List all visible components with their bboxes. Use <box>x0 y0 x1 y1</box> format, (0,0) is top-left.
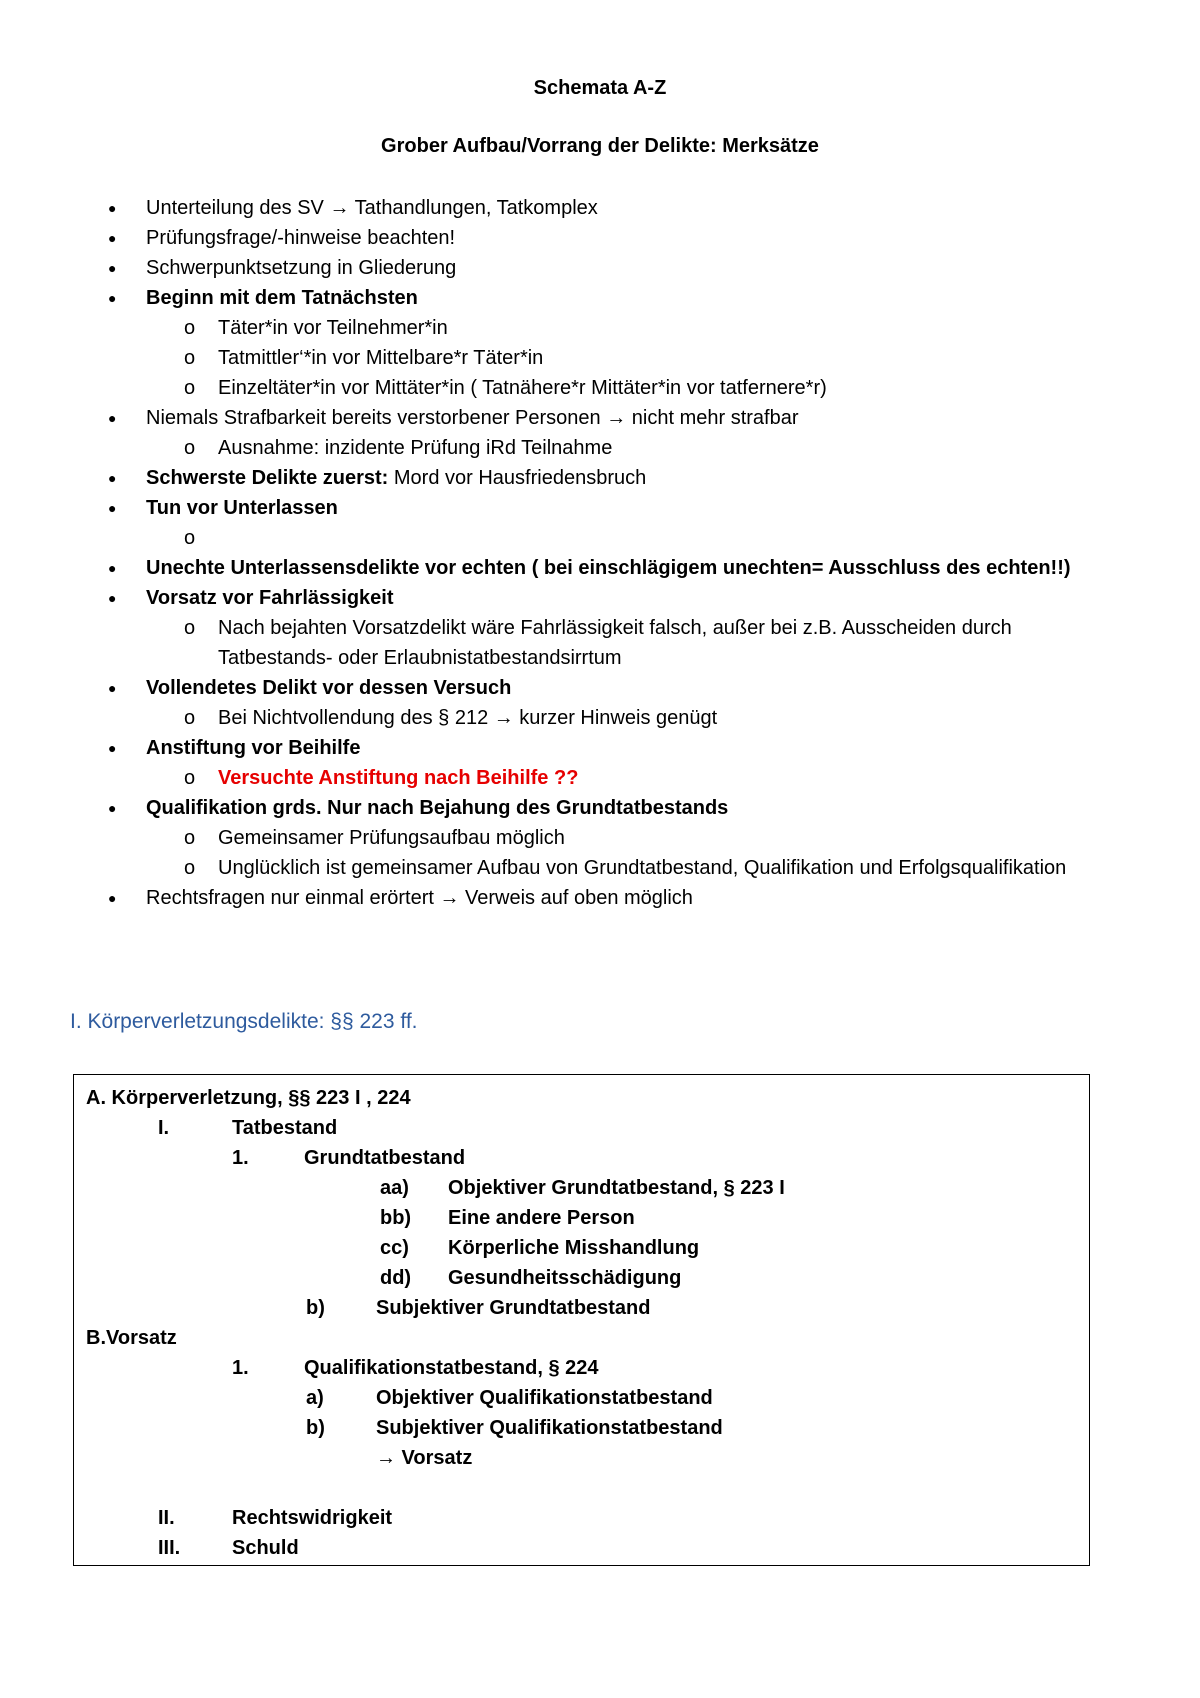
circle-bullet-icon: o <box>184 617 196 639</box>
list-item-text: Gemeinsamer Prüfungsaufbau möglich <box>218 827 565 849</box>
list-item-text: Qualifikation grds. Nur nach Bejahung des Grundtatbestands <box>146 797 729 819</box>
schema-label: Subjektiver Qualifikationstatbestand <box>376 1417 723 1439</box>
bullet-icon: ● <box>108 590 117 606</box>
schema-label: Objektiver Grundtatbestand, § 223 I <box>448 1177 785 1199</box>
list-item-text: Einzeltäter*in vor Mittäter*in ( Tatnähere*r Mittäter*in vor tatfernere*r) <box>218 377 827 399</box>
schema-label: Schuld <box>232 1537 299 1559</box>
schema-box <box>73 1074 1090 1566</box>
schema-num: aa) <box>380 1177 409 1199</box>
sub-list-item <box>0 523 1200 553</box>
list-item <box>0 673 1200 703</box>
schema-label: Objektiver Qualifikationstatbestand <box>376 1387 713 1409</box>
bullet-icon: ● <box>108 740 117 756</box>
bullet-icon: ● <box>108 410 117 426</box>
list-item <box>0 553 1200 583</box>
list-item-text: Versuchte Anstiftung nach Beihilfe ?? <box>218 767 579 789</box>
schema-num: I. <box>158 1117 170 1139</box>
merksaetze-list <box>0 193 1200 913</box>
list-item-text: Unglücklich ist gemeinsamer Aufbau von Grundtatbestand, Qualifikation und Erfolgsqualifikation <box>218 857 1067 879</box>
list-item-text: Vorsatz vor Fahrlässigkeit <box>146 587 394 609</box>
section-heading: I. Körperverletzungsdelikte: §§ 223 ff. <box>70 1010 418 1033</box>
circle-bullet-icon: o <box>184 707 196 729</box>
schema-label: Tatbestand <box>232 1117 338 1139</box>
schema-label: Subjektiver Grundtatbestand <box>376 1297 651 1319</box>
list-item <box>0 223 1200 253</box>
list-item-text <box>146 463 1200 493</box>
list-item-text: Unterteilung des SV → Tathandlungen, Tatkomplex <box>146 197 598 219</box>
circle-bullet-icon: o <box>184 827 196 849</box>
sub-list-item <box>0 763 1200 793</box>
schema-num: b) <box>306 1417 325 1439</box>
bullet-icon: ● <box>108 200 117 216</box>
list-item-text: Nach bejahten Vorsatzdelikt wäre Fahrlässigkeit falsch, außer bei z.B. Ausscheiden durch Tatbestands- oder Erlaubnistatbestandsirrtum <box>218 617 1012 669</box>
list-item-rest-text: Mord vor Hausfriedensbruch <box>388 467 647 489</box>
list-item-text: Täter*in vor Teilnehmer*in <box>218 317 448 339</box>
circle-bullet-icon: o <box>184 347 196 369</box>
schema-label: Qualifikationstatbestand, § 224 <box>304 1357 599 1379</box>
schema-num: cc) <box>380 1237 409 1259</box>
schema-num: bb) <box>380 1207 412 1229</box>
bullet-icon: ● <box>108 470 117 486</box>
circle-bullet-icon: o <box>184 437 196 459</box>
schema-num: b) <box>306 1297 325 1319</box>
list-item <box>0 883 1200 913</box>
bullet-icon: ● <box>108 260 117 276</box>
schema-num: III. <box>158 1537 181 1559</box>
bullet-icon: ● <box>108 560 117 576</box>
bullet-icon: ● <box>108 680 117 696</box>
list-item-text: Ausnahme: inzidente Prüfung iRd Teilnahme <box>218 437 613 459</box>
sub-list-item <box>0 703 1200 733</box>
schema-num: dd) <box>380 1267 412 1289</box>
bullet-icon: ● <box>108 890 117 906</box>
circle-bullet-icon: o <box>184 767 196 789</box>
list-item-text: Rechtsfragen nur einmal erörtert → Verweis auf oben möglich <box>146 887 693 909</box>
list-item <box>0 733 1200 763</box>
circle-bullet-icon: o <box>184 317 196 339</box>
list-item <box>0 253 1200 283</box>
circle-bullet-icon: o <box>184 377 196 399</box>
list-item <box>0 193 1200 223</box>
list-item <box>0 403 1200 433</box>
list-item-text: Unechte Unterlassensdelikte vor echten ( bei einschlägigem unechten= Ausschluss des echten!!) <box>146 557 1071 579</box>
bullet-icon: ● <box>108 230 117 246</box>
list-item-text: Bei Nichtvollendung des § 212 → kurzer Hinweis genügt <box>218 707 718 729</box>
circle-bullet-icon: o <box>184 857 196 879</box>
sub-list-item <box>0 613 1200 673</box>
list-item-bold-text: Schwerste Delikte zuerst: <box>146 467 389 489</box>
list-item-text: Schwerpunktsetzung in Gliederung <box>146 257 457 279</box>
list-item-text: Prüfungsfrage/-hinweise beachten! <box>146 227 456 249</box>
list-item <box>0 463 1200 493</box>
list-item <box>0 583 1200 613</box>
list-item-text: Anstiftung vor Beihilfe <box>146 737 361 759</box>
schema-label: Körperliche Misshandlung <box>448 1237 700 1259</box>
sub-list-item <box>0 433 1200 463</box>
list-item-text: Tun vor Unterlassen <box>146 497 338 519</box>
schema-label: Eine andere Person <box>448 1207 635 1229</box>
schema-num: 1. <box>232 1357 249 1379</box>
sub-list-item <box>0 343 1200 373</box>
schema-label: → Vorsatz <box>376 1447 473 1469</box>
bullet-icon: ● <box>108 500 117 516</box>
circle-bullet-icon: o <box>184 527 196 549</box>
schema-num: 1. <box>232 1147 249 1169</box>
sub-list-item <box>0 853 1200 883</box>
bullet-icon: ● <box>108 800 117 816</box>
schema-label: Grundtatbestand <box>304 1147 466 1169</box>
schema-label: Gesundheitsschädigung <box>448 1267 682 1289</box>
schema-title: A. Körperverletzung, §§ 223 I , 224 <box>86 1087 411 1109</box>
list-item-text: Tatmittler‘*in vor Mittelbare*r Täter*in <box>218 347 544 369</box>
list-item <box>0 493 1200 523</box>
schema-num: II. <box>158 1507 175 1529</box>
bullet-icon: ● <box>108 290 117 306</box>
schema-label: Rechtswidrigkeit <box>232 1507 393 1529</box>
list-item <box>0 283 1200 313</box>
sub-list-item <box>0 373 1200 403</box>
page-subtitle: Grober Aufbau/Vorrang der Delikte: Merksätze <box>381 135 819 157</box>
sub-list-item <box>0 313 1200 343</box>
sub-list-item <box>0 823 1200 853</box>
list-item-text: Beginn mit dem Tatnächsten <box>146 287 418 309</box>
list-item-text: Vollendetes Delikt vor dessen Versuch <box>146 677 512 699</box>
schema-num: a) <box>306 1387 324 1409</box>
schema-title: B.Vorsatz <box>86 1327 177 1349</box>
page-title: Schemata A-Z <box>533 77 667 99</box>
list-item-text: Niemals Strafbarkeit bereits verstorbener Personen → nicht mehr strafbar <box>146 407 799 429</box>
list-item <box>0 793 1200 823</box>
